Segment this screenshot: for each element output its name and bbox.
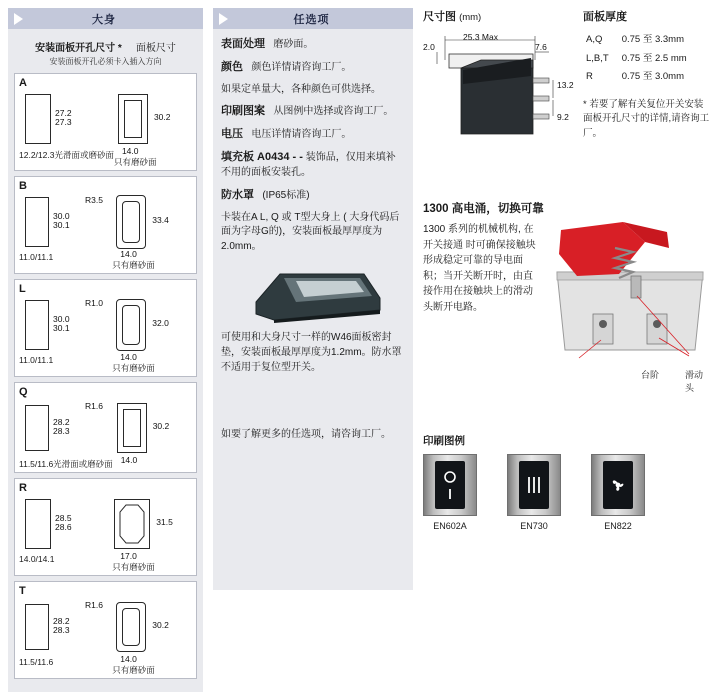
panel-width: 14.0 bbox=[121, 146, 139, 156]
switch-sample bbox=[591, 454, 645, 531]
hole-note-left: 安装面板开孔尺寸 * bbox=[35, 43, 122, 54]
row-code: Q bbox=[19, 386, 28, 398]
mechanism-diagram bbox=[549, 218, 711, 368]
row-code: B bbox=[19, 180, 27, 192]
triangle-right-icon bbox=[14, 13, 23, 25]
panel-height: 32.0 bbox=[152, 318, 169, 328]
dimension-title-text: 尺寸图 bbox=[423, 11, 456, 23]
option-item bbox=[221, 127, 405, 143]
panel-width: 14.0 bbox=[120, 455, 138, 465]
hole-note-sub: 安装面板开孔必须卡入插入方向 bbox=[49, 57, 162, 66]
options-footer-note: 如要了解更多的任选项，请咨询工厂。 bbox=[221, 429, 391, 441]
hole-dim-1: 30.0 bbox=[53, 211, 70, 221]
option-item bbox=[221, 60, 405, 76]
body-styles-title: 大身 bbox=[92, 13, 116, 26]
mechanism-text: 1300 系列的机械机构, 在开关接通 时可确保接触块形成稳定可靠的导电面积；当开关断开时，由直接作用在接触块上的滑动头断开电路。 bbox=[423, 224, 536, 313]
waterproof-note: 可使用和大身尺寸一样的W46面板密封垫，安装面板最厚厚度为1.2mm。防水罩不适用于复位型开关。 bbox=[221, 332, 402, 374]
option-text: 电压详情请咨询工厂。 bbox=[251, 129, 352, 141]
panel-caption: 只有磨砂面 bbox=[112, 363, 155, 373]
panel-height: 33.4 bbox=[152, 215, 169, 225]
thickness-code: A,Q bbox=[586, 34, 603, 45]
panel-height: 30.2 bbox=[153, 112, 171, 122]
dim-label-top-center: 25.3 Max bbox=[463, 32, 498, 42]
table-row bbox=[14, 73, 197, 171]
option-item bbox=[221, 188, 405, 204]
section-dimensions bbox=[423, 8, 711, 531]
row-code: T bbox=[19, 585, 26, 597]
option-text: 如果定单量大，各种颜色可供选择。 bbox=[221, 83, 381, 95]
option-text: 颜色详情请咨询工厂。 bbox=[251, 61, 352, 73]
options-title: 任选项 bbox=[293, 13, 330, 26]
print-legend-title: 印刷图例 bbox=[423, 435, 465, 447]
hole-dim-1: 30.0 bbox=[53, 314, 70, 324]
thickness-code: R bbox=[586, 71, 593, 83]
hole-note-right: 面板尺寸 bbox=[135, 43, 176, 54]
panel-width: 14.0 bbox=[120, 654, 137, 664]
option-item bbox=[221, 104, 405, 120]
option-title: 防水罩 bbox=[221, 188, 254, 201]
panel-caption: 只有磨砂面 bbox=[112, 260, 155, 270]
option-item bbox=[221, 37, 405, 53]
option-title: 电压 bbox=[221, 128, 243, 141]
section-body-styles bbox=[8, 8, 203, 692]
hole-radius: R1.6 bbox=[85, 401, 103, 411]
table-row bbox=[14, 176, 197, 274]
thickness-note: * 若要了解有关复位开关安装面板开孔尺寸的详情,请咨询工厂。 bbox=[583, 99, 710, 139]
hole-caption: 12.2/12.3光滑面或磨砂面 bbox=[19, 150, 114, 160]
panel-inner bbox=[123, 409, 141, 447]
hole-dim-2: 30.1 bbox=[53, 220, 70, 230]
panel-width: 14.0 bbox=[120, 249, 137, 259]
switch-label: EN822 bbox=[604, 521, 632, 531]
hole-dim-2: 27.3 bbox=[55, 117, 72, 127]
hole-dim-2: 28.3 bbox=[53, 426, 70, 436]
hole-caption: 11.5/11.6 bbox=[19, 657, 54, 667]
thickness-code: L,B,T bbox=[586, 52, 609, 64]
option-text: 磨砂面。 bbox=[273, 39, 314, 50]
thickness-value: 0.75 至 3.3mm bbox=[621, 34, 685, 45]
dim-label-right-2: 9.2 bbox=[557, 112, 569, 122]
body-styles-header bbox=[8, 8, 203, 29]
switch-face bbox=[435, 461, 465, 509]
switch-sample bbox=[507, 454, 561, 531]
option-text: (IP65标准) bbox=[262, 189, 310, 201]
switch-label: EN730 bbox=[520, 521, 548, 531]
mechanism-block bbox=[423, 200, 711, 415]
hole-radius: R1.6 bbox=[85, 600, 103, 610]
option-title: 颜色 bbox=[221, 60, 243, 73]
row-code: L bbox=[19, 283, 26, 295]
option-item bbox=[221, 211, 405, 255]
hole-caption: 14.0/14.1 bbox=[19, 554, 55, 564]
hole-dim-2: 28.6 bbox=[55, 522, 72, 532]
hole-shape bbox=[25, 499, 51, 549]
table-row bbox=[14, 279, 197, 377]
hole-dim-1: 28.2 bbox=[53, 616, 70, 626]
panel-inner bbox=[122, 608, 140, 646]
waterproof-cover-image bbox=[238, 262, 388, 324]
switch-body bbox=[423, 454, 477, 516]
option-title: 填充板 A0434 - - bbox=[221, 151, 303, 164]
switch-face bbox=[603, 461, 633, 509]
panel-inner bbox=[124, 100, 142, 138]
hole-shape bbox=[25, 604, 49, 650]
power-circle-line-icon bbox=[442, 468, 458, 502]
hole-radius: R3.5 bbox=[85, 195, 103, 205]
fan-icon bbox=[608, 475, 628, 495]
panel-caption: 只有磨砂面 bbox=[112, 562, 155, 572]
callout-right-label: 滑动头 bbox=[685, 370, 704, 393]
hole-dim-1: 27.2 bbox=[55, 108, 72, 118]
switch-body bbox=[507, 454, 561, 516]
hole-dim-2: 28.3 bbox=[53, 625, 70, 635]
three-bars-icon bbox=[524, 473, 544, 497]
hole-radius: R1.0 bbox=[85, 298, 103, 308]
table-row bbox=[585, 69, 697, 86]
panel-caption: 只有磨砂面 bbox=[113, 157, 157, 167]
panel-width: 14.0 bbox=[120, 352, 137, 362]
section-options bbox=[213, 8, 413, 590]
panel-inner bbox=[122, 201, 140, 243]
panel-width: 17.0 bbox=[120, 551, 137, 561]
panel-height: 31.5 bbox=[156, 517, 173, 527]
hole-shape bbox=[25, 197, 49, 247]
dim-label-top-right: 7.6 bbox=[535, 42, 547, 52]
table-row bbox=[14, 478, 197, 576]
body-styles-panel bbox=[8, 29, 203, 692]
hole-caption: 11.0/11.1 bbox=[19, 355, 54, 365]
print-legend-block bbox=[423, 433, 711, 531]
table-row bbox=[14, 382, 197, 473]
thickness-table bbox=[583, 30, 699, 88]
dim-label-right-1: 13.2 bbox=[557, 80, 574, 90]
switch-face bbox=[519, 461, 549, 509]
option-text: 装饰品，仅用来填补不用的面板安装孔。 bbox=[221, 152, 396, 179]
mechanism-title: 1300 高电涌，切换可靠 bbox=[423, 203, 544, 215]
option-item bbox=[221, 150, 405, 180]
hole-dim-1: 28.5 bbox=[55, 513, 72, 523]
dim-label-left: 2.0 bbox=[423, 42, 435, 52]
hole-caption: 11.0/11.1 bbox=[19, 252, 54, 262]
panel-inner bbox=[122, 305, 140, 345]
switch-label: EN602A bbox=[433, 521, 467, 531]
options-panel bbox=[213, 29, 413, 590]
switch-body bbox=[591, 454, 645, 516]
dimension-unit: (mm) bbox=[459, 12, 482, 23]
thickness-value: 0.75 至 3.0mm bbox=[621, 71, 685, 83]
panel-height: 30.2 bbox=[152, 421, 170, 431]
table-row bbox=[14, 581, 197, 679]
hole-dim-1: 28.2 bbox=[53, 417, 70, 427]
hole-dim-2: 30.1 bbox=[53, 323, 70, 333]
hole-shape bbox=[25, 300, 49, 350]
hole-shape bbox=[25, 405, 49, 451]
callout-left-label: 台阶 bbox=[641, 370, 660, 380]
options-header bbox=[213, 8, 413, 29]
panel-inner-octagon bbox=[119, 504, 145, 544]
dimension-drawing bbox=[423, 30, 583, 150]
thickness-title: 面板厚度 bbox=[583, 11, 627, 23]
dimension-title bbox=[423, 8, 583, 24]
switch-sample bbox=[423, 454, 477, 531]
hole-caption: 11.5/11.6光滑面或磨砂面 bbox=[19, 459, 113, 469]
hole-note bbox=[14, 35, 197, 73]
table-row bbox=[585, 32, 697, 49]
hole-shape bbox=[25, 94, 51, 144]
option-title: 印刷图案 bbox=[221, 105, 265, 118]
option-item bbox=[221, 83, 405, 98]
row-code: R bbox=[19, 482, 27, 494]
thickness-value: 0.75 至 2.5 mm bbox=[621, 52, 687, 64]
option-text: 卡装在A L, Q 或 T型大身上 ( 大身代码后面为字母G的)，安装面板最厚厚度为2.0mm。 bbox=[221, 211, 400, 252]
option-title: 表面处理 bbox=[221, 38, 265, 50]
option-text: 从图例中选择或咨询工厂。 bbox=[273, 106, 394, 118]
panel-caption: 只有磨砂面 bbox=[112, 665, 155, 675]
panel-height: 30.2 bbox=[152, 620, 169, 630]
row-code: A bbox=[19, 77, 27, 89]
triangle-right-icon bbox=[219, 13, 228, 25]
table-row bbox=[585, 51, 697, 68]
